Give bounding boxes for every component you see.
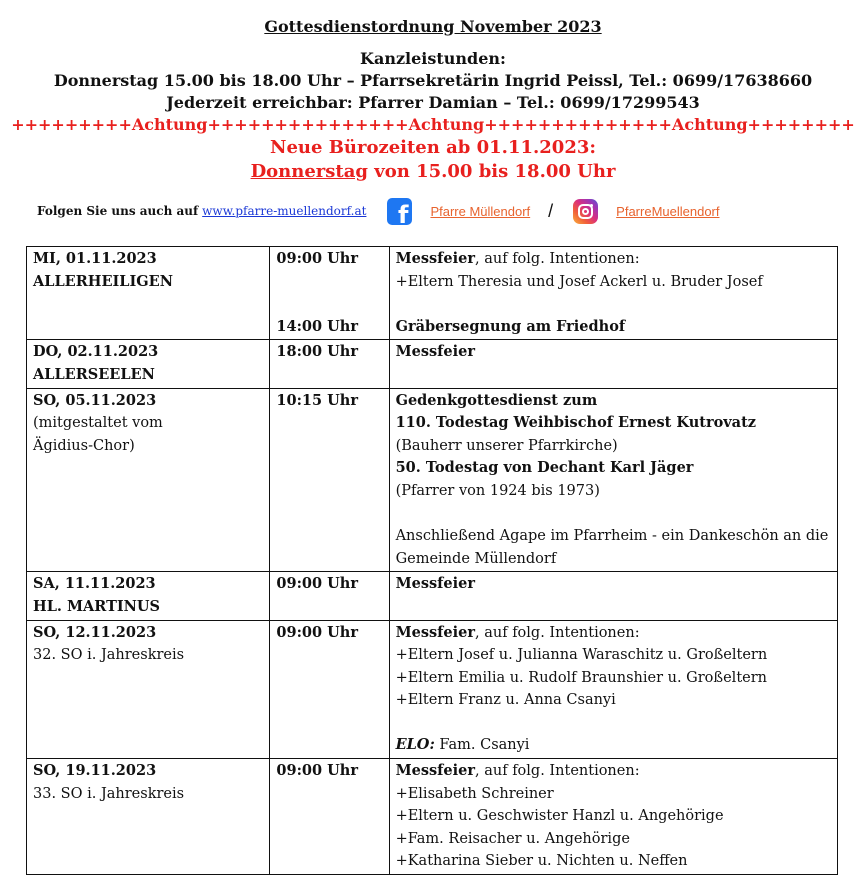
event-cell	[389, 759, 837, 875]
event-cell	[389, 572, 837, 620]
table-row	[27, 247, 838, 340]
facebook-icon[interactable]: f	[387, 198, 412, 225]
table-row	[27, 572, 838, 620]
time-cell	[270, 572, 389, 620]
event-title: Gräbersegnung am Friedhof	[395, 317, 626, 335]
time: 14:00 Uhr	[276, 317, 358, 335]
date-cell	[27, 759, 270, 875]
intention: +Eltern u. Geschwister Hanzl u. Angehörige	[395, 808, 724, 825]
day-note: ALLERHEILIGEN	[33, 272, 173, 290]
intention: +Eltern Franz u. Anna Csanyi	[395, 692, 616, 709]
instagram-link[interactable]: PfarreMuellendorf	[616, 203, 720, 219]
social-links-bar	[37, 196, 720, 229]
new-hours-line	[0, 161, 866, 182]
date-cell	[27, 340, 270, 388]
intention: +Eltern Josef u. Julianna Waraschitz u. Großeltern	[395, 647, 768, 664]
time: 18:00 Uhr	[276, 343, 358, 361]
date-cell	[27, 572, 270, 620]
event-detail: (Pfarrer von 1924 bis 1973)	[395, 482, 600, 499]
event-title: Gedenkgottesdienst zum	[395, 391, 598, 409]
date: MI, 01.11.2023	[33, 250, 157, 267]
date-cell	[27, 388, 270, 572]
time-cell	[270, 388, 389, 572]
date: SO, 19.11.2023	[33, 762, 157, 780]
attention-banner: +++++++++Achtung+++++++++++++++Achtung++++++++++++++Achtung++++++++	[11, 115, 855, 134]
table-row	[27, 388, 838, 572]
day-note: (mitgestaltet vom Ägidius-Chor)	[33, 415, 163, 454]
intention: +Elisabeth Schreiner	[395, 785, 554, 802]
page-title: Gottesdienstordnung November 2023	[264, 17, 602, 36]
time-cell	[270, 620, 389, 759]
new-hours-heading: Neue Bürozeiten ab 01.11.2023:	[269, 137, 597, 158]
date-cell	[27, 620, 270, 759]
intention: +Eltern Emilia u. Rudolf Braunshier u. Großeltern	[395, 669, 767, 686]
event-cell	[389, 620, 837, 759]
event-title: Messfeier	[395, 575, 476, 593]
event-detail: Anschließend Agape im Pfarrheim - ein Dankeschön an die Gemeinde Müllendorf	[395, 528, 829, 567]
event-cell	[389, 388, 837, 572]
website-link[interactable]: www.pfarre-muellendorf.at	[202, 204, 367, 218]
new-hours-time: von 15.00 bis 18.00 Uhr	[367, 161, 616, 182]
date: DO, 02.11.2023	[33, 343, 159, 361]
event-title: Messfeier	[395, 623, 476, 641]
event-detail: , auf folg. Intentionen:	[475, 251, 640, 267]
event-title: Messfeier	[395, 762, 476, 780]
time-cell	[270, 759, 389, 875]
time-cell	[270, 247, 389, 340]
event-detail: (Bauherr unserer Pfarrkirche)	[395, 437, 618, 454]
day-note: 33. SO i. Jahreskreis	[33, 785, 185, 802]
intention: +Fam. Reisacher u. Angehörige	[395, 830, 630, 847]
date: SO, 05.11.2023	[33, 391, 157, 409]
time: 09:00 Uhr	[276, 762, 358, 780]
elo-value: Fam. Csanyi	[434, 737, 530, 754]
intention: +Eltern Theresia und Josef Ackerl u. Bruder Josef	[395, 273, 763, 290]
priest-contact-line: Jederzeit erreichbar: Pfarrer Damian – Tel.: 0699/17299543	[166, 93, 700, 112]
day-note: HL. MARTINUS	[33, 597, 161, 615]
date: SA, 11.11.2023	[33, 575, 156, 593]
table-row	[27, 620, 838, 759]
event-cell	[389, 247, 837, 340]
office-hours-heading: Kanzleistunden:	[360, 49, 506, 68]
intention: +Katharina Sieber u. Nichten u. Neffen	[395, 853, 688, 870]
time: 09:00 Uhr	[276, 250, 358, 267]
time-cell	[270, 340, 389, 388]
elo-label: ELO:	[395, 736, 435, 754]
event-title: Messfeier	[395, 250, 476, 267]
schedule-table	[26, 246, 838, 875]
event-title: 50. Todestag von Dechant Karl Jäger	[395, 459, 694, 477]
instagram-icon[interactable]	[573, 199, 598, 224]
date-cell	[27, 247, 270, 340]
event-title: Messfeier	[395, 343, 476, 361]
facebook-link[interactable]: Pfarre Müllendorf	[430, 203, 531, 219]
date: SO, 12.11.2023	[33, 623, 157, 641]
time: 10:15 Uhr	[276, 391, 358, 409]
day-note: 32. SO i. Jahreskreis	[33, 647, 185, 664]
time: 09:00 Uhr	[276, 575, 358, 593]
event-cell	[389, 340, 837, 388]
event-detail: , auf folg. Intentionen:	[475, 763, 640, 780]
event-title: 110. Todestag Weihbischof Ernest Kutrovatz	[395, 414, 757, 432]
new-hours-day: Donnerstag	[250, 161, 368, 182]
table-row	[27, 759, 838, 875]
office-hours-line: Donnerstag 15.00 bis 18.00 Uhr – Pfarrsekretärin Ingrid Peissl, Tel.: 0699/17638660	[53, 71, 813, 90]
separator: /	[548, 200, 554, 221]
follow-text: Folgen Sie uns auch auf	[37, 204, 199, 218]
event-detail: , auf folg. Intentionen:	[475, 624, 640, 641]
time: 09:00 Uhr	[276, 623, 358, 641]
day-note: ALLERSEELEN	[33, 365, 155, 383]
table-row	[27, 340, 838, 388]
